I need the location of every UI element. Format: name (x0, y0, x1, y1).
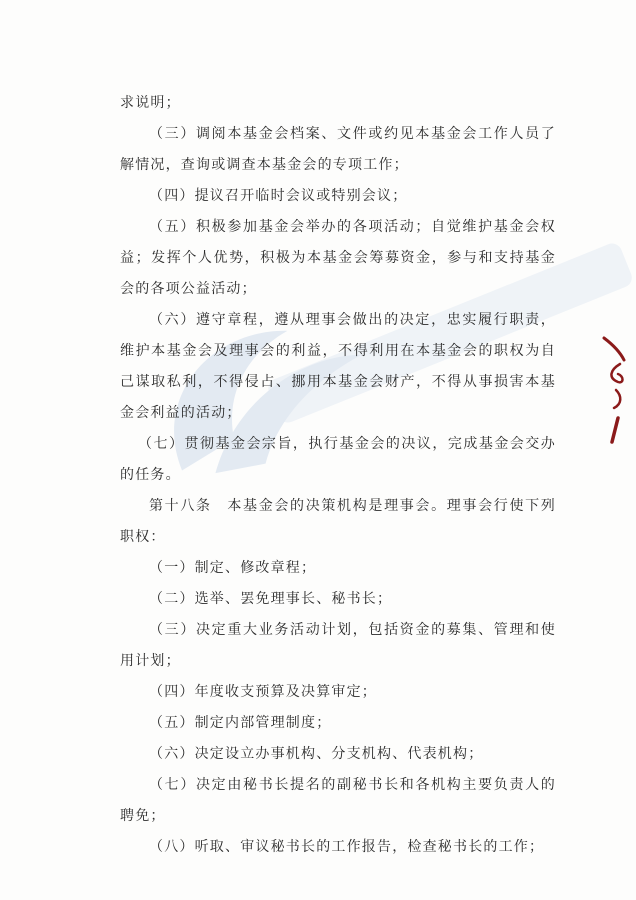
paragraph: 求说明； (120, 95, 181, 111)
paragraph: （七）决定由秘书长提名的副秘书长和各机构主要负责人的聘免； (120, 777, 556, 824)
paragraph: （五）制定内部管理制度； (149, 715, 332, 731)
paragraph: （五）积极参加基金会举办的各项活动；自觉维护基金会权益；发挥个人优势，积极为本基金会筹募资金，参与和支持基金会的各项公益活动； (120, 219, 556, 297)
paragraph: （三）调阅本基金会档案、文件或约见本基金会工作人员了解情况，查询或调查本基金会的专项工作； (120, 126, 556, 173)
page-mark-icon (598, 330, 632, 450)
paragraph: （六）遵守章程，遵从理事会做出的决定，忠实履行职责，维护本基金会及理事会的利益，不得利用在本基金会的职权为自己谋取私利，不得侵占、挪用本基金会财产，不得从事损害本基金会利益的活动； (120, 312, 556, 421)
paragraph: （四）提议召开临时会议或特别会议； (149, 188, 408, 204)
paragraph: （二）选举、罢免理事长、秘书长； (149, 591, 393, 607)
paragraph: 第十八条 本基金会的决策机构是理事会。理事会行使下列职权： (120, 498, 556, 545)
paragraph: （八）听取、审议秘书长的工作报告，检查秘书长的工作； (149, 839, 545, 855)
paragraph: （六）决定设立办事机构、分支机构、代表机构； (149, 746, 484, 762)
document-body (120, 88, 556, 863)
paragraph: （一）制定、修改章程； (149, 560, 317, 576)
paragraph: （三）决定重大业务活动计划，包括资金的募集、管理和使用计划； (120, 622, 556, 669)
paragraph: （七）贯彻基金会宗旨，执行基金会的决议，完成基金会交办的任务。 (120, 436, 556, 483)
paragraph: （四）年度收支预算及决算审定； (149, 684, 377, 700)
